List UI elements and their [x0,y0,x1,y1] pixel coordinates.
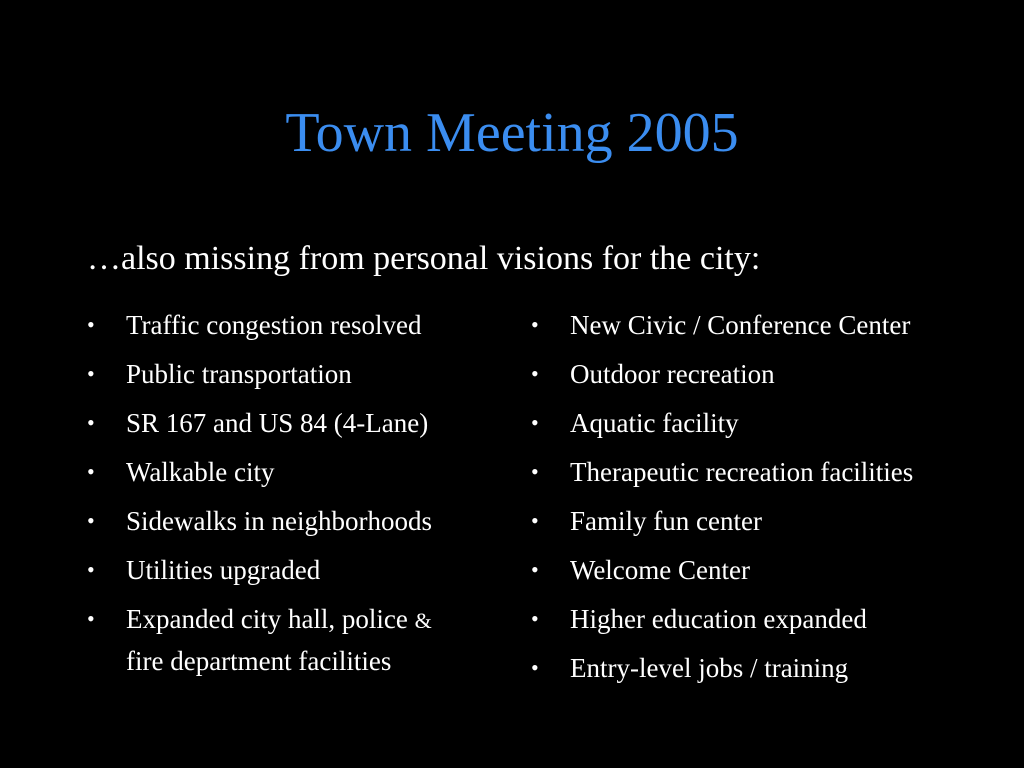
list-item-text: Traffic congestion resolved [126,310,422,340]
list-item-text: Family fun center [570,506,762,536]
list-item [528,550,1008,590]
bullet-icon: • [531,557,539,582]
list-item [528,354,1008,394]
list-item [84,501,514,541]
list-item-text: Sidewalks in neighborhoods [126,506,432,536]
ampersand: & [414,608,432,633]
list-item [528,403,1008,443]
bullet-icon: • [87,508,95,533]
bullet-icon: • [87,361,95,386]
list-item-text: Entry-level jobs / training [570,653,849,683]
list-item [84,403,514,443]
bullet-icon: • [87,410,95,435]
bullet-icon: • [531,606,539,631]
bullet-icon: • [531,655,539,680]
list-item [528,501,1008,541]
list-item-text: SR 167 and US 84 (4-Lane) [126,408,429,438]
slide-title: Town Meeting 2005 [285,102,739,164]
list-item [84,550,514,590]
list-item [84,599,514,681]
list-item-text: Outdoor recreation [570,359,775,389]
list-item [84,452,514,492]
list-item-text: Therapeutic recreation facilities [570,457,914,487]
list-item [84,354,514,394]
bullet-icon: • [531,508,539,533]
list-item-text: Welcome Center [570,555,750,585]
bullet-icon: • [87,606,95,631]
list-item-text-line2: fire department facilities [126,646,392,676]
bullet-icon: • [531,361,539,386]
bullet-icon: • [531,312,539,337]
left-bullet-list [84,305,514,690]
list-item [84,305,514,345]
list-item [528,452,1008,492]
right-bullet-list [528,305,1008,697]
list-item [528,648,1008,688]
bullet-icon: • [87,312,95,337]
list-item-text: Public transportation [126,359,352,389]
list-item [528,599,1008,639]
list-item [528,305,1008,345]
bullet-icon: • [531,410,539,435]
list-item-text: Utilities upgraded [126,555,321,585]
list-item-text: New Civic / Conference Center [570,310,911,340]
list-item-text: Walkable city [126,457,275,487]
slide-subtitle: …also missing from personal visions for the city: [87,240,761,277]
bullet-icon: • [87,459,95,484]
bullet-icon: • [87,557,95,582]
bullet-icon: • [531,459,539,484]
list-item-text: Aquatic facility [570,408,739,438]
list-item-text: Higher education expanded [570,604,867,634]
list-item-text: Expanded city hall, police [126,604,415,634]
